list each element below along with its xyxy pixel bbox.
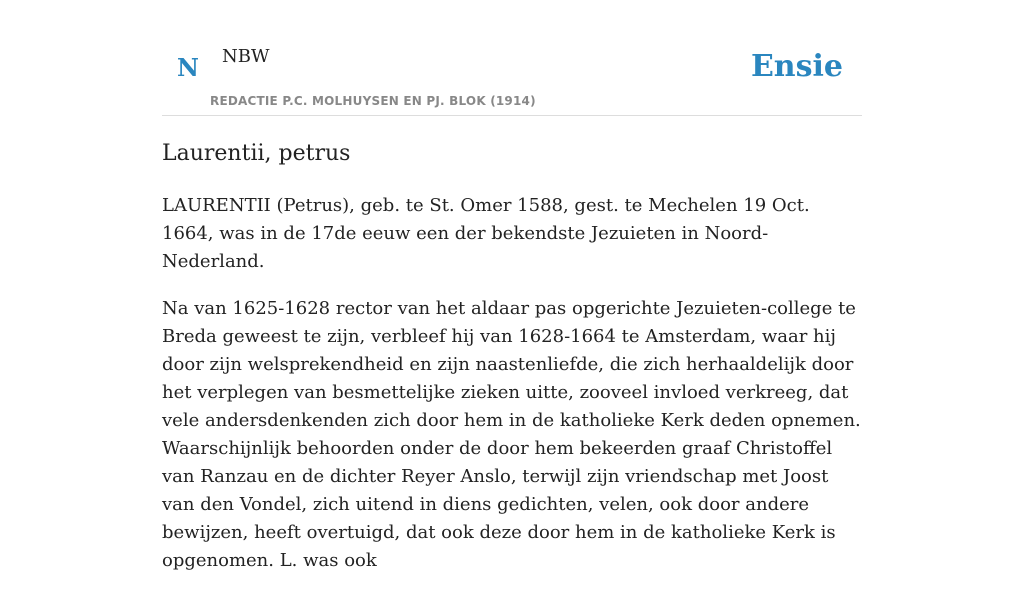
article-paragraph: LAURENTII (Petrus), geb. te St. Omer 1588, gest. te Mechelen 19 Oct. 1664, was in de 17de eeuw een der bekendste Jezuieten in Noord-Nederland.	[162, 195, 810, 272]
article-paragraph: Na van 1625-1628 rector van het aldaar pas opgerichte Jezuieten-college te Breda geweest te zijn, verbleef hij van 1628-1664 te Amsterdam, waar hij door zijn welsprekendheid en zijn naastenliefde, die zich herhaaldelijk door het verplegen van besmettelijke zieken uitte, zooveel invloed verkreeg, dat vele andersdenkenden zich door hem in de katholieke Kerk deden opnemen. Waarschijnlijk behoorden onder de door hem bekeerden graaf Christoffel van Ranzau en de dichter Reyer Anslo, terwijl zijn vriendschap met Joost van den Vondel, zich uitend in diens gedichten, velen, ook door andere bewijzen, heeft overtuigd, dat ook deze door hem in de katholieke Kerk is opgenomen. L. was ook	[162, 298, 861, 571]
source-name[interactable]: NBW	[222, 46, 270, 67]
page	[162, 0, 862, 571]
brand-logo[interactable]: Ensie	[750, 49, 843, 84]
article-body	[162, 192, 862, 594]
source-subtitle: REDACTIE P.C. MOLHUYSEN EN PJ. BLOK (1914)	[210, 94, 536, 108]
header	[162, 0, 862, 116]
source-logo[interactable]: N	[177, 53, 199, 82]
article-title: Laurentii, petrus	[162, 141, 351, 166]
